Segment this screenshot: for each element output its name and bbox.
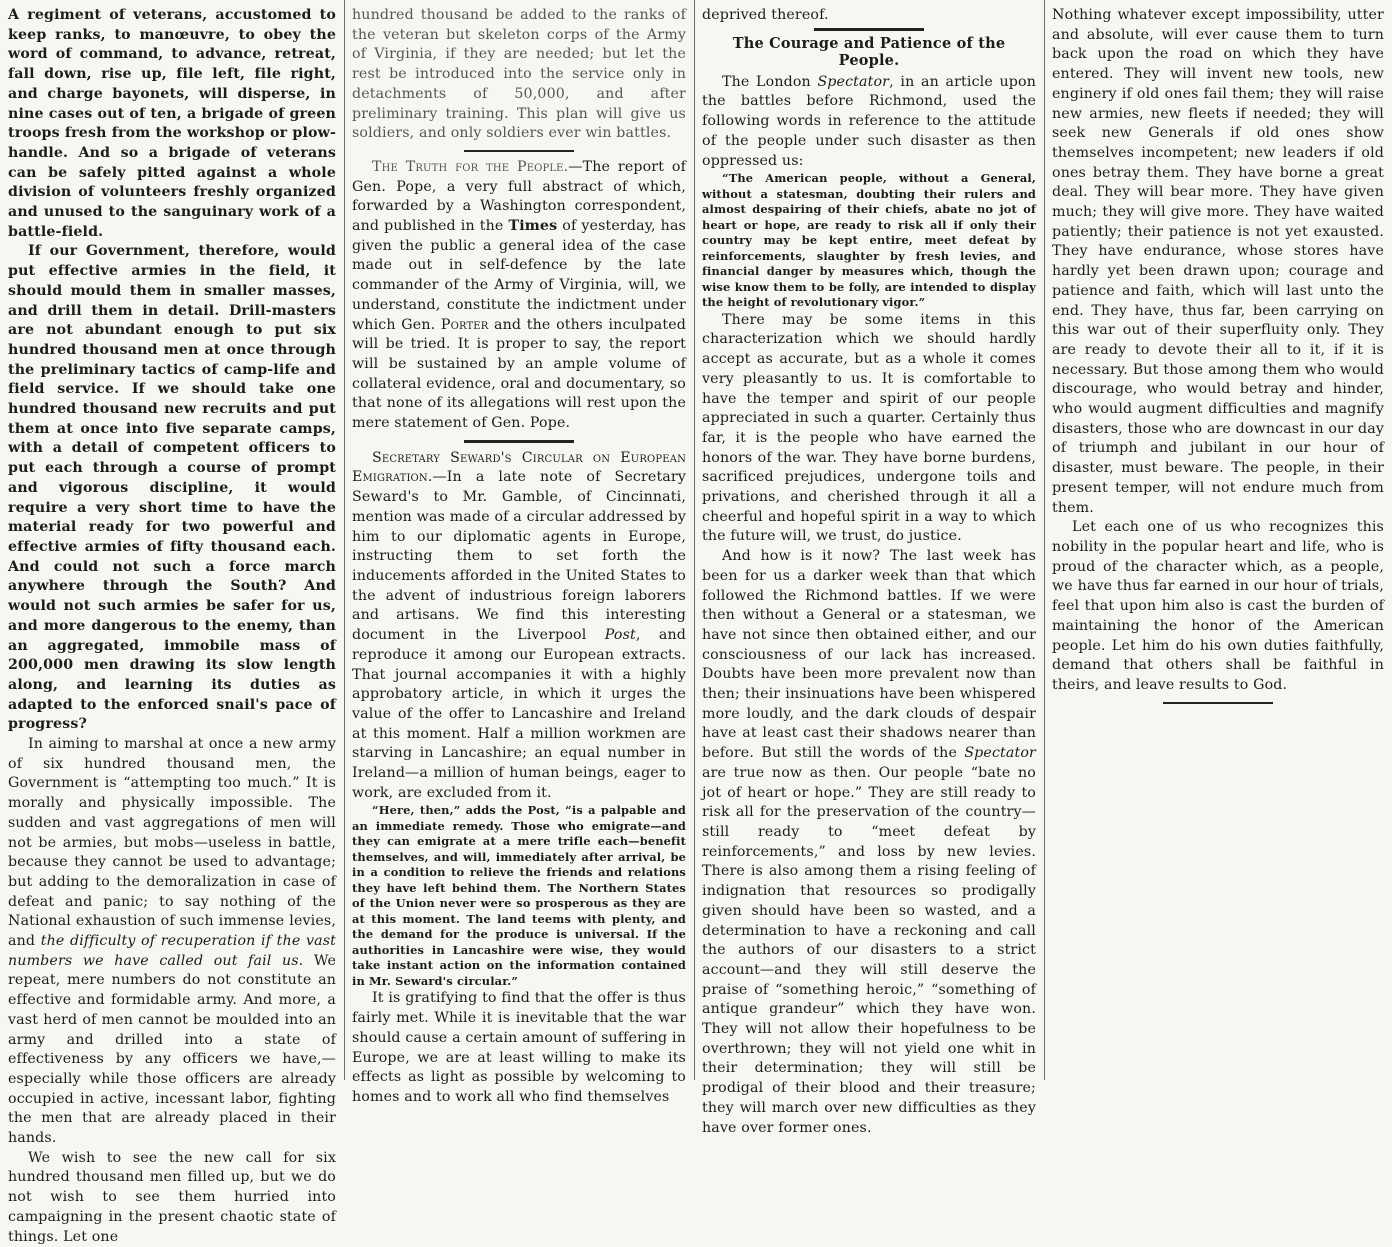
text-run: In aiming to marshal at once a new army of six hundred thousand men, the Government is “attempting too much.” It is morally and physically impossible. The sudden and vast aggregations of men will not be armies, but mobs—useless in battle, because they cannot be used to advantage; but adding to the demoralization in case of defeat and panic; to say nothing of the National exhaustion of such immense levies, and (8, 736, 336, 950)
paragraph (702, 73, 1036, 172)
paragraph (352, 449, 686, 804)
text-run: are true now as then. Our people “bate no jot of heart or hope.” They are still ready to risk all for the preservation of the country—still ready to “meet defeat by reinforcements,” and loss by new levies. There is also among them a rising feeling of indignation that resources so prodigally given should have been so wasted, and a determination to have a reckoning and call the authors of our disasters to a strict account—and they will still deserve the praise of “something heroic,” “something of antique grandeur” which they have won. They will not allow their hopefulness to be overthrown; they will not yield one whit in their determination; they will still be prodigal of their blood and their treasure; they will march over new difficulties as they have over former ones. (702, 764, 1036, 1136)
column-2 (344, 0, 694, 1105)
article-heading: Secretary Seward's Circular on European Emigration. (352, 449, 686, 486)
separator-rule (1163, 702, 1273, 704)
paragraph: Let each one of us who recognizes this nobility in the popular heart and life, who is proud of the character which, as a people, we have thus far earned in our hour of trials, feel that upon him also is cast the burden of maintaining the honor of the American people. Let him do his own duties faithfully, demand that others shall be faithful in theirs, and leave results to God. (1052, 519, 1384, 693)
text-run: —The report of Gen. Pope, a very full abstract of which, forwarded by a Washington correspondent, and published in the (352, 158, 686, 235)
text-run: and the others inculpated will be tried. It is proper to say, the report will be sustained by an ample volume of collateral evidence, oral and documentary, so that none of its allegations will rest upon the mere statement of Gen. Pope. (352, 316, 686, 432)
article-heading: The Courage and Patience of the People. (732, 34, 1006, 69)
paragraph (352, 158, 686, 434)
newspaper-name: Times (508, 218, 558, 235)
newspaper-name: Post (604, 627, 636, 644)
person-name: Porter (440, 316, 489, 333)
separator-rule (464, 440, 574, 443)
quoted-passage: “Here, then,” adds the Post, “is a palpable and an immediate remedy. Those who emigrate—and they can emigrate at a mere trifle each—benefit themselves, and will, immediately after arrival, be in a condition to relieve the friends and relations they have left behind them. The Northern States of the Union never were so prosperous as they are at this moment. The land teems with plenty, and the demand for the produce is universal. If the authorities in Lancashire were wise, they would take instant action on the information contained in Mr. Seward's circular.” (352, 803, 686, 988)
paragraph: hundred thousand be added to the ranks of the veteran but skeleton corps of the Army of Virginia, if they are needed; but let the rest be introduced into the service only in detachments of 50,000, and after preliminary training. This plan will give us soldiers, and only soldiers ever win battles. (352, 7, 686, 142)
text-run: , and reproduce it among our European extracts. That journal accompanies it with a highly approbatory article, in which it urges the value of the offer to Lancashire and Ireland at this moment. Half a million workmen are starving in Lancashire; an equal number in Ireland—a million of human beings, eager to work, are excluded from it. (352, 627, 686, 801)
paragraph: There may be some items in this characterization which we should hardly accept as accurate, but as a whole it comes very pleasantly to us. It is comfortable to have the temper and spirit of our people appreciated in such a quarter. Certainly thus far, it is the people who have earned the honors of the war. They have borne burdens, sacrificed prejudices, undergone toils and privations, and cherished through it all a cheerful and hopeful spirit in a way to which the future will, we trust, do justice. (702, 311, 1036, 545)
paragraph: A regiment of veterans, accustomed to keep ranks, to manœuvre, to obey the word of command, to advance, retreat, fall down, rise up, file left, file right, and charge bayonets, will disperse, in nine cases out of ten, a brigade of green troops fresh from the workshop or plow-handle. And so a brigade of veterans can be safely pitted against a whole division of volunteers freshly organized and unused to the sanguinary work of a battle-field. (8, 7, 336, 240)
text-run: And how is it now? The last week has been for us a darker week than that which followed the Richmond battles. If we were then without a General or a statesman, we have not since then obtained either, and our consciousness of our lack has increased. Doubts have been more prevalent now than then; their insinuations have been whispered more loudly, and the dark clouds of despair have at least cast their shadows nearer than before. But still the words of the (702, 548, 1036, 762)
column-3 (694, 0, 1044, 1136)
column-4 (1044, 0, 1392, 1080)
text-run: of yesterday, has given the public a general idea of the case made out in self-defence by the late commander of the Army of Virginia, will, we understand, constitute the indictment under which Gen. (352, 218, 686, 333)
newspaper-name: Spectator (817, 73, 890, 90)
separator-rule (464, 150, 574, 152)
text-run: —In a late note of Secretary Seward's to Mr. Gamble, of Cincinnati, mention was made of a circular addressed by him to our diplomatic agents in Europe, instructing them to set forth the inducements afforded in the United States to the advent of industrious foreign laborers and artisans. We find this interesting document in the Liverpool (352, 469, 686, 644)
text-run: The London (722, 73, 818, 90)
quoted-passage: “The American people, without a General, without a statesman, doubting their rulers and almost despairing of their chiefs, abate no jot of heart or hope, are ready to risk all if only their country may be kept entire, meet defeat by reinforcements, slaughter by fresh levies, and financial danger by measures which, though the wise know them to be folly, are intended to display the height of revolutionary vigor.” (702, 171, 1036, 310)
paragraph (8, 735, 336, 1149)
paragraph: deprived thereof. (702, 7, 829, 23)
column-1 (0, 0, 344, 1245)
text-run: We repeat, mere numbers do not constitute an effective and formidable army. And more, a vast herd of men cannot be moulded into an army and drilled into a state of effectiveness by any officers we have,—especially while those officers are already occupied in active, incessant labor, fighting the men that are already placed in their hands. (8, 952, 337, 1147)
paragraph: It is gratifying to find that the offer is thus fairly met. While it is inevitable that the war should cause a certain amount of suffering in Europe, we are at least willing to make its effects as light as possible by welcoming to homes and to work all who find themselves (352, 990, 686, 1105)
paragraph (702, 547, 1036, 1138)
paragraph: If our Government, therefore, would put effective armies in the field, it should mould them in smaller masses, and drill them in detail. Drill-masters are not abundant enough to put six hundred thousand men at once through the preliminary tactics of camp-life and field service. If we should take one hundred thousand new recruits and put them at once into five separate camps, with a detail of competent officers to put each through a course of prompt and vigorous discipline, it would require a very short time to have the material ready for two powerful and effective armies of fifty thousand each. And could not such a force march anywhere through the South? And would not such armies be safer for us, and more dangerous to the enemy, than an aggregated, immobile mass of 200,000 men drawing its slow length along, and learning its duties as adapted to the enforced snail's pace of progress? (8, 243, 336, 733)
paragraph: Nothing whatever except impossibility, utter and absolute, will ever cause them to turn back upon the road on which they have entered. They will invent new tools, new enginery if old ones fail them; they will raise new armies, new fleets if needed; they will seek new Generals if old ones show themselves incompetent; new leaders if old ones betray them. They have borne a great deal. They will bear more. They have given much; they will give more. They have waited patiently; their patience is not yet exausted. They have endurance, whose stores have hardly yet been drawn upon; courage and patience and faith, which will last unto the end. They have, thus far, been carrying on this war out of their superfluity only. They are ready to devote their all to it, if it is necessary. But those among them who would discourage, who would betray and hinder, who would augment difficulties and magnify disasters, those who are downcast in our day of triumph and jubilant in our hour of disaster, must beware. The people, in their present temper, will not endure much from them. (1052, 7, 1384, 516)
text-run: , in an article upon the battles before Richmond, used the following words in reference to the attitude of the people under such disaster as then oppressed us: (702, 73, 1037, 169)
article-heading: The Truth for the People. (372, 158, 569, 175)
italic-text: the difficulty of recuperation if the vast numbers we have called out fail us. (8, 933, 336, 969)
paragraph: We wish to see the new call for six hundred thousand men filled up, but we do not wish to see them hurried into campaigning in the present chaotic state of things. Let one (8, 1149, 336, 1245)
newspaper-name: Spectator (964, 745, 1036, 762)
separator-rule (814, 28, 924, 31)
